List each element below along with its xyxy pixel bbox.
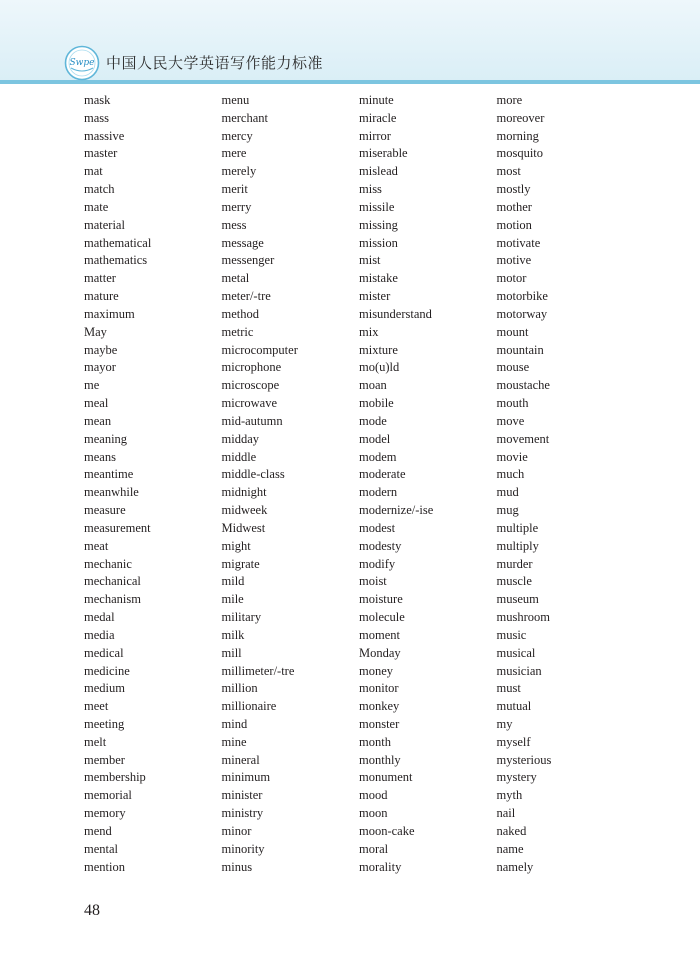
vocab-word: mask	[84, 93, 111, 107]
vocab-word: moon	[359, 806, 388, 821]
logo-text: Swpe	[69, 58, 95, 68]
vocab-word: mo(u)ld	[359, 360, 400, 375]
vocab-word: might	[221, 538, 251, 553]
vocab-word: mosquito	[496, 146, 544, 161]
vocab-word: mess	[221, 217, 247, 232]
vocab-word: mud	[496, 485, 519, 500]
vocab-word: mountain	[496, 342, 544, 357]
vocab-word: mineral	[221, 752, 260, 767]
vocab-word: mix	[359, 324, 379, 339]
vocab-word: mention	[84, 859, 125, 874]
vocab-word: measurement	[84, 520, 151, 535]
vocab-word: minus	[221, 859, 253, 874]
vocab-word: medicine	[84, 663, 130, 678]
vocab-word: mayor	[84, 360, 116, 375]
vocab-word: mostly	[496, 182, 531, 197]
vocab-word: monkey	[359, 699, 400, 714]
vocab-word: middle-class	[221, 467, 285, 482]
vocab-word: millimeter/-tre	[221, 663, 295, 678]
vocab-word: motorbike	[496, 289, 548, 304]
vocab-word: midweek	[221, 503, 268, 518]
vocab-word: must	[496, 681, 521, 696]
vocab-word: midday	[221, 431, 259, 446]
vocab-word: master	[84, 146, 118, 161]
vocab-word: medical	[84, 645, 124, 660]
vocab-word: meal	[84, 396, 109, 411]
vocab-word: moment	[359, 627, 400, 642]
vocab-word: most	[496, 164, 521, 179]
vocab-word: namely	[496, 859, 534, 874]
vocab-word: musician	[496, 663, 542, 678]
vocab-word: minimum	[221, 770, 271, 785]
vocab-word: mechanism	[84, 592, 141, 607]
vocab-word: nail	[496, 806, 516, 821]
vocab-word: museum	[496, 592, 539, 607]
vocab-word: midnight	[221, 485, 267, 500]
vocab-word: moon-cake	[359, 823, 415, 838]
vocab-word: mechanic	[84, 556, 132, 571]
vocab-word: musical	[496, 645, 536, 660]
vocab-word: mathematical	[84, 235, 152, 250]
vocab-word: modem	[359, 449, 397, 464]
vocab-word: million	[221, 681, 258, 696]
vocab-word: modernize/-ise	[359, 503, 434, 518]
vocab-word: mathematics	[84, 253, 148, 268]
vocab-word: much	[496, 467, 525, 482]
vocab-word: mature	[84, 289, 119, 304]
header-band	[0, 0, 700, 84]
vocab-word: motion	[496, 217, 532, 232]
vocab-word: matter	[84, 271, 116, 286]
vocab-word: mile	[221, 592, 244, 607]
vocab-word: meantime	[84, 467, 134, 482]
vocab-word: motivate	[496, 235, 541, 250]
vocab-word: meter/-tre	[221, 289, 271, 304]
vocab-word: mat	[84, 164, 103, 179]
vocab-word: misunderstand	[359, 306, 432, 321]
vocab-word: mystery	[496, 770, 537, 785]
vocab-word: medium	[84, 681, 125, 696]
vocab-word: monitor	[359, 681, 399, 696]
vocab-word: microcomputer	[221, 342, 298, 357]
word-column-4	[497, 92, 645, 882]
vocab-word: meaning	[84, 431, 128, 446]
vocab-word: mood	[359, 788, 388, 803]
vocab-word: mother	[496, 199, 532, 214]
vocab-word: May	[84, 324, 107, 339]
vocab-word: murder	[496, 556, 533, 571]
vocab-word: microscope	[221, 378, 280, 393]
vocab-word: mass	[84, 110, 109, 125]
vocab-word: movie	[496, 449, 528, 464]
vocab-word: moan	[359, 378, 387, 393]
vocab-word: miracle	[359, 110, 397, 125]
vocab-word: meet	[84, 699, 109, 714]
vocab-word: more	[496, 93, 523, 107]
vocab-word: mode	[359, 413, 387, 428]
vocab-word: milk	[221, 627, 245, 642]
vocab-word: microphone	[221, 360, 282, 375]
vocab-word: multiple	[496, 520, 539, 535]
word-column-1	[84, 92, 222, 882]
vocab-word: moreover	[496, 110, 545, 125]
vocab-word: me	[84, 378, 100, 393]
vocab-word: miserable	[359, 146, 408, 161]
vocab-word: mouse	[496, 360, 530, 375]
vocab-word: metal	[221, 271, 250, 286]
vocab-word: mission	[359, 235, 398, 250]
vocab-word: mental	[84, 841, 119, 856]
vocab-word: modify	[359, 556, 396, 571]
vocab-word: mere	[221, 146, 247, 161]
vocab-word: morality	[359, 859, 402, 874]
vocab-word: middle	[221, 449, 257, 464]
vocab-word: maximum	[84, 306, 135, 321]
vocab-word: mirror	[359, 128, 391, 143]
vocab-word: molecule	[359, 610, 405, 625]
vocab-word: naked	[496, 823, 527, 838]
vocab-word: music	[496, 627, 527, 642]
vocab-word: modern	[359, 485, 398, 500]
vocab-word: minister	[221, 788, 263, 803]
vocab-word: melt	[84, 734, 107, 749]
vocab-word: missile	[359, 199, 395, 214]
vocab-word: my	[496, 716, 513, 731]
vocab-word: moisture	[359, 592, 403, 607]
page-number: 48	[84, 902, 100, 919]
vocab-word: muscle	[496, 574, 532, 589]
vocab-word: mister	[359, 289, 391, 304]
vocab-word: mug	[496, 503, 519, 518]
vocab-word: means	[84, 449, 116, 464]
vocab-word: motor	[496, 271, 527, 286]
vocab-word: meanwhile	[84, 485, 139, 500]
vocab-word: material	[84, 217, 125, 232]
vocab-word: mixture	[359, 342, 398, 357]
vocab-word: mine	[221, 734, 247, 749]
vocab-word: mend	[84, 823, 112, 838]
vocab-word: message	[221, 235, 264, 250]
vocab-word: moral	[359, 841, 389, 856]
vocab-word: mysterious	[496, 752, 552, 767]
word-column-2	[222, 92, 360, 882]
vocab-word: measure	[84, 503, 126, 518]
vocab-word: ministry	[221, 806, 264, 821]
vocab-word: mid-autumn	[221, 413, 283, 428]
vocab-word: merely	[221, 164, 257, 179]
vocab-word: memory	[84, 806, 126, 821]
header-rule	[0, 80, 700, 84]
word-list	[84, 92, 644, 882]
vocab-word: maybe	[84, 342, 118, 357]
vocab-word: missing	[359, 217, 398, 232]
vocab-word: merry	[221, 199, 252, 214]
vocab-word: minute	[359, 93, 394, 107]
vocab-word: myself	[496, 734, 531, 749]
vocab-word: meat	[84, 538, 109, 553]
vocab-word: money	[359, 663, 394, 678]
vocab-word: model	[359, 431, 391, 446]
vocab-word: moderate	[359, 467, 406, 482]
vocab-word: memorial	[84, 788, 132, 803]
vocab-word: minority	[221, 841, 265, 856]
vocab-word: motive	[496, 253, 532, 268]
vocab-word: mind	[221, 716, 248, 731]
vocab-word: migrate	[221, 556, 260, 571]
vocab-word: method	[221, 306, 259, 321]
vocab-word: media	[84, 627, 115, 642]
vocab-word: medal	[84, 610, 115, 625]
vocab-word: movement	[496, 431, 550, 446]
vocab-word: monument	[359, 770, 413, 785]
vocab-word: mild	[221, 574, 245, 589]
vocab-word: mist	[359, 253, 381, 268]
vocab-word: month	[359, 734, 391, 749]
vocab-word: mobile	[359, 396, 394, 411]
vocab-word: mean	[84, 413, 112, 428]
vocab-word: metric	[221, 324, 254, 339]
vocab-word: moustache	[496, 378, 550, 393]
vocab-word: mate	[84, 199, 109, 214]
vocab-word: mislead	[359, 164, 398, 179]
vocab-word: moist	[359, 574, 387, 589]
vocab-word: modest	[359, 520, 396, 535]
vocab-word: massive	[84, 128, 125, 143]
word-column-3	[359, 92, 497, 882]
vocab-word: menu	[221, 93, 250, 107]
vocab-word: Midwest	[221, 520, 266, 535]
vocab-word: military	[221, 610, 262, 625]
swpe-logo-icon	[64, 45, 100, 81]
vocab-word: motorway	[496, 306, 548, 321]
vocab-word: messenger	[221, 253, 275, 268]
vocab-word: name	[496, 841, 524, 856]
vocab-word: match	[84, 182, 115, 197]
vocab-word: monster	[359, 716, 400, 731]
vocab-word: mercy	[221, 128, 253, 143]
vocab-word: miss	[359, 182, 382, 197]
vocab-word: myth	[496, 788, 523, 803]
vocab-word: mount	[496, 324, 529, 339]
vocab-word: multiply	[496, 538, 539, 553]
page-header-title: 中国人民大学英语写作能力标准	[106, 54, 324, 72]
vocab-word: Monday	[359, 645, 401, 660]
vocab-word: monthly	[359, 752, 401, 767]
vocab-word: mushroom	[496, 610, 550, 625]
vocab-word: minor	[221, 823, 252, 838]
vocab-word: merit	[221, 182, 248, 197]
vocab-word: microwave	[221, 396, 278, 411]
vocab-word: membership	[84, 770, 146, 785]
vocab-word: merchant	[221, 110, 269, 125]
vocab-word: mistake	[359, 271, 398, 286]
vocab-word: meeting	[84, 716, 125, 731]
vocab-word: millionaire	[221, 699, 277, 714]
vocab-word: mechanical	[84, 574, 141, 589]
vocab-word: mill	[221, 645, 242, 660]
vocab-word: member	[84, 752, 125, 767]
vocab-word: move	[496, 413, 525, 428]
vocab-word: morning	[496, 128, 539, 143]
vocab-word: mutual	[496, 699, 532, 714]
vocab-word: modesty	[359, 538, 402, 553]
vocab-word: mouth	[496, 396, 529, 411]
